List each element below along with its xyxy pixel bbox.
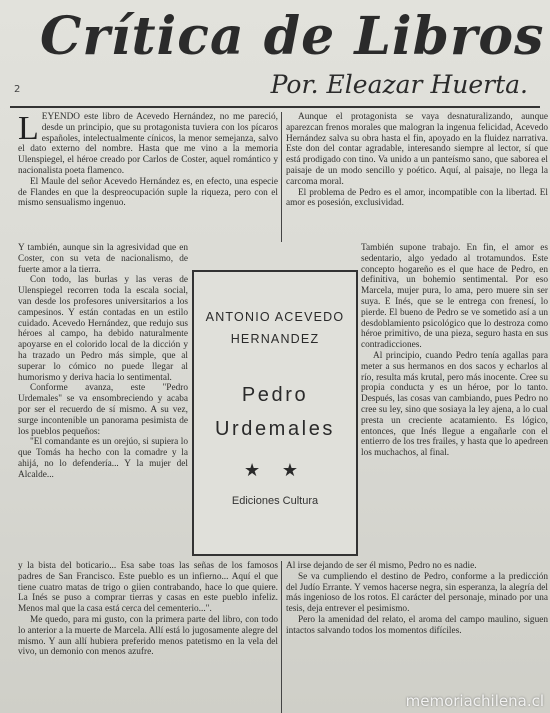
masthead [10,4,545,108]
publisher: Ediciones Cultura [231,495,319,507]
article-column-bottom-right [286,561,548,713]
article-column-middle-left [18,243,188,559]
article-column-middle-right [361,243,548,559]
book-author: ANTONIO ACEVEDO HERNANDEZ [205,310,345,346]
article-paragraph: El problema de Pedro es el amor, incompatible con la libertad. El amor es posesión, exclusividad. [286,187,548,209]
author-byline: Por. Eleazar Huerta. [270,70,528,99]
article-paragraph: "El comandante es un orejúo, si supiera lo que Tomás ha hecho con la comadre y la ahijá, no lo defendería... Y la mujer del Alcalde... [18,437,188,480]
book-title: Pedro Urdemales [214,384,336,440]
article-paragraph: y la bista del boticario... Esa sabe toas las señas de los famosos padres de San Francisco. Este pueblo es un infierno... Aquí el que tiene cuatro matas de trigo o giien contrabando, hace lo que quiere. La Inés se puso a comprar tierras y casas en este pueblo infeliz. Menos mal que la casa está cerca del cementerio...". [18,561,278,615]
article-column-top-right [286,112,548,242]
article-column-bottom-left [18,561,278,713]
article-paragraph: También supone trabajo. En fin, el amor es sedentario, algo yedado al trotamundos. Este concepto hogareño es el que hace de Pedro, en definitiva, un bohemio sentimental. Por eso Marcela, mujer pura, lo ama, pero muere sin ser suya. E Inés, que se le entrega con frenesí, lo pierde. El bueno de Pedro se ve sometido así a un desdoblamiento psicológico que lo destroza como héroe primitivo, de una pieza, seguro hasta en sus contradicciones. [361,243,548,351]
article-paragraph: El Maule del señor Acevedo Hernández es, en efecto, una especie de Flandes en que la despreocupación suple la riqueza, pero con el mismo sensualismo ingenuo. [18,176,278,209]
article-paragraph: Al principio, cuando Pedro tenía agallas para meter a sus hermanos en dos sacos y echarlos al río, resulta más krutal, pero más inocente. Cree su propia conducta y es un héroe, por lo tanto. Después, las cosas van cambiando, pues Pedro no cree su ley, sino que sosiaya la ley ajena, a lo cual presta un creciente acatamiento. Es lógico, entonces, que Inés llegue a engañarle con el entierro de los tres frailes, y hasta que lo apedreen los muchachos, al final. [361,350,548,459]
article-paragraph: Y también, aunque sin la agresividad que en Coster, con su veta de nacionalismo, de fuerte amor a la tierra. [18,243,188,275]
article-paragraph: Me quedo, para mi gusto, con la primera parte del libro, con todo lo anterior a la muerte de Marcela. Allí está lo jugosamente alegre del mismo. Y aun allí hubiera preferido menos patetismo en la vela del vivo, un demonio con menos azufre. [18,614,278,658]
article-paragraph: Con todo, las burlas y las veras de Ulenspiegel recorren toda la escala social, van desde los profesores universitarios a los campesinos. Y están contadas en un estilo cuidado. Acevedo Hernández, que redujo sus héroes al campo, ha debido naturalmente apoyarse en el colorido local de la dicción y ha trazado un Pedro más simple, que al superar lo cómico no puede llegar al humorismo y deriva hacia lo sentimental. [18,275,188,383]
section-title: Crítica de Libros [40,6,545,67]
book-cover [192,270,358,556]
article-paragraph: Conforme avanza, este "Pedro Urdemales" se va ensombreciendo y acaba por ser el recuerdo de sí mismo. A su vez, surge incontenible un panorama pesimista de los pueblos pequeños: [18,383,188,437]
page-number: 2 [14,84,21,95]
drop-cap: L [18,112,39,147]
article-paragraph: Al irse dejando de ser él mismo, Pedro no es nadie. [286,561,477,571]
article-paragraph: LEYENDO este libro de Acevedo Hernández, no me pareció, desde un principio, que su protagonista tuviera con los pícaros españoles, intelectualmente cínicos, la menor semejanza, salvo el dato externo del nombre. Hasta que me vino a la memoria Ulenspiegel, el héroe creado por Carlos de Coster, aquel romántico y nacionalista poeta flamenco. [18,112,278,176]
article-column-top-left [18,112,278,242]
column-divider [281,561,282,713]
article-paragraph: Aunque el protagonista se vaya desnaturalizando, aunque aparezcan frenos morales que malogran la ingenua felicidad, Acevedo Hernández salva su obra hasta el fin, apoyado en la fluidez narrativa. Este don del contar agradable, interesando siempre al lector, sí que está prodigado con tino. Va unido a un panteísmo sano, que saborea el paisaje de un modo sencillo y poético. Aquí, al paisaje, no llega la carcoma moral. [286,112,548,187]
watermark-text: memoriachilena.cl [405,692,544,710]
article-paragraph: Pero la amenidad del relato, el aroma del campo maulino, siguen intactos salvando todos los momentos difíciles. [286,614,548,636]
article-paragraph: Se va cumpliendo el destino de Pedro, conforme a la predicción del Judío Errante. Y vemos hacerse negra, sin esperanza, la alegría del más ingenioso de los rotos. El carácter del personaje, minado por una tesis, deja entrever el pesimismo. [286,571,548,615]
column-divider [281,112,282,242]
star-icons: ★ ★ [244,460,306,481]
